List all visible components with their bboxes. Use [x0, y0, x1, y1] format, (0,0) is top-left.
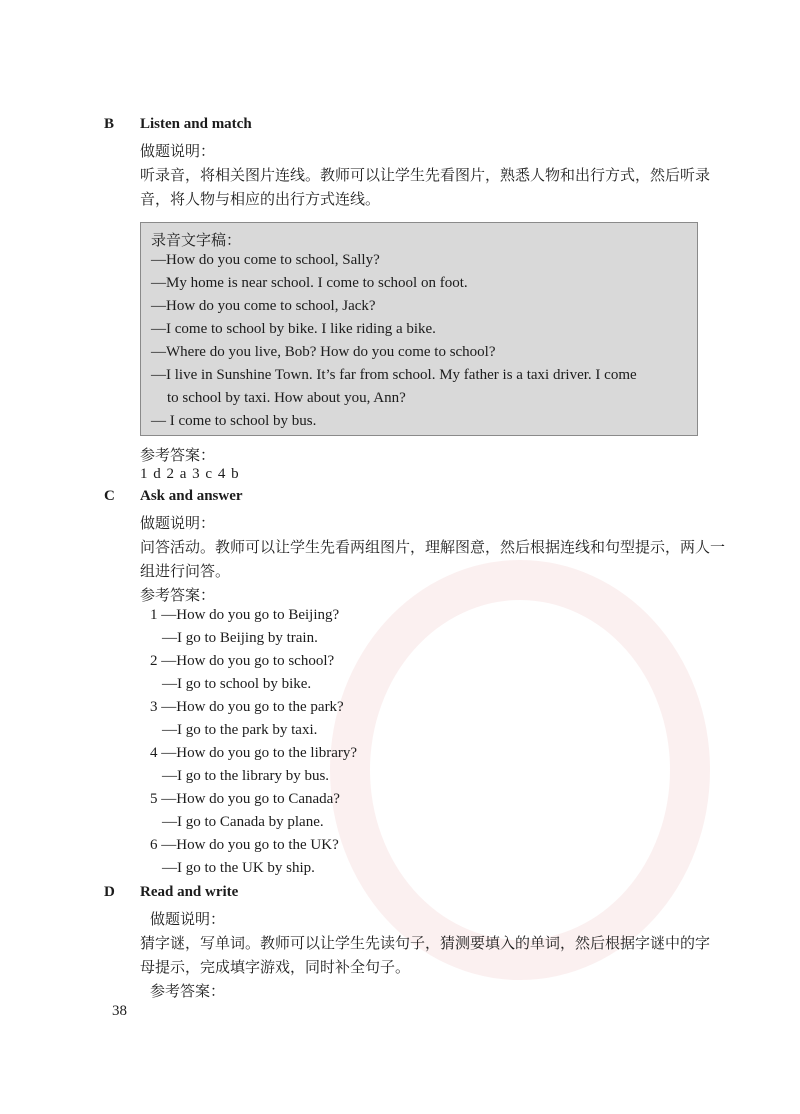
- section-c-note-line1: 问答活动。教师可以让学生先看两组图片，理解图意，然后根据连线和句型提示，两人一: [140, 540, 726, 556]
- section-c-letter: C: [104, 488, 115, 504]
- qa-question: 5 —How do you go to Canada?: [150, 791, 340, 807]
- qa-question: 6 —How do you go to the UK?: [150, 837, 339, 853]
- qa-answer: —I go to the UK by ship.: [162, 860, 315, 876]
- qa-answer: —I go to the library by bus.: [162, 768, 330, 784]
- section-d-answer-label: 参考答案：: [150, 984, 226, 1000]
- transcript-line: — I come to school by bus.: [151, 413, 317, 429]
- transcript-line: —I come to school by bike. I like riding a bike.: [151, 321, 436, 337]
- section-b-answer: 1 d 2 a 3 c 4 b: [140, 466, 239, 482]
- qa-question: 2 —How do you go to school?: [150, 653, 335, 669]
- section-d-letter: D: [104, 884, 115, 900]
- transcript-line: —My home is near school. I come to school on foot.: [151, 275, 468, 291]
- transcript-box: [140, 222, 698, 436]
- section-d-note-label: 做题说明：: [150, 912, 226, 928]
- section-b-note-label: 做题说明：: [140, 144, 216, 160]
- qa-question: 3 —How do you go to the park?: [150, 699, 344, 715]
- transcript-label: 录音文字稿：: [151, 233, 242, 249]
- section-b-note-line2: 音，将人物与相应的出行方式连线。: [140, 192, 381, 208]
- qa-question: 1 —How do you go to Beijing?: [150, 607, 340, 623]
- transcript-line: —I live in Sunshine Town. It’s far from school. My father is a taxi driver. I come: [151, 367, 637, 383]
- page-number: 38: [112, 1003, 127, 1019]
- section-d-note-line2: 母提示，完成填字游戏，同时补全句子。: [140, 960, 411, 976]
- qa-answer: —I go to the park by taxi.: [162, 722, 318, 738]
- qa-answer: —I go to school by bike.: [162, 676, 312, 692]
- qa-answer: —I go to Beijing by train.: [162, 630, 318, 646]
- qa-answer: —I go to Canada by plane.: [162, 814, 324, 830]
- section-c-note-label: 做题说明：: [140, 516, 216, 532]
- section-b-answer-label: 参考答案：: [140, 448, 216, 464]
- section-c-title: Ask and answer: [140, 488, 243, 504]
- section-b-title: Listen and match: [140, 116, 252, 132]
- section-d-title: Read and write: [140, 884, 239, 900]
- transcript-line: —How do you come to school, Sally?: [151, 252, 380, 268]
- section-b-note-line1: 听录音，将相关图片连线。教师可以让学生先看图片，熟悉人物和出行方式，然后听录: [140, 168, 711, 184]
- transcript-line: to school by taxi. How about you, Ann?: [167, 390, 406, 406]
- transcript-line: —How do you come to school, Jack?: [151, 298, 376, 314]
- section-d-note-line1: 猜字谜，写单词。教师可以让学生先读句子，猜测要填入的单词，然后根据字谜中的字: [140, 936, 711, 952]
- qa-question: 4 —How do you go to the library?: [150, 745, 358, 761]
- section-c-note-line2: 组进行问答。: [140, 564, 231, 580]
- watermark-logo: [330, 560, 710, 980]
- transcript-line: —Where do you live, Bob? How do you come to school?: [151, 344, 496, 360]
- section-b-letter: B: [104, 116, 115, 132]
- section-c-answer-label: 参考答案：: [140, 588, 216, 604]
